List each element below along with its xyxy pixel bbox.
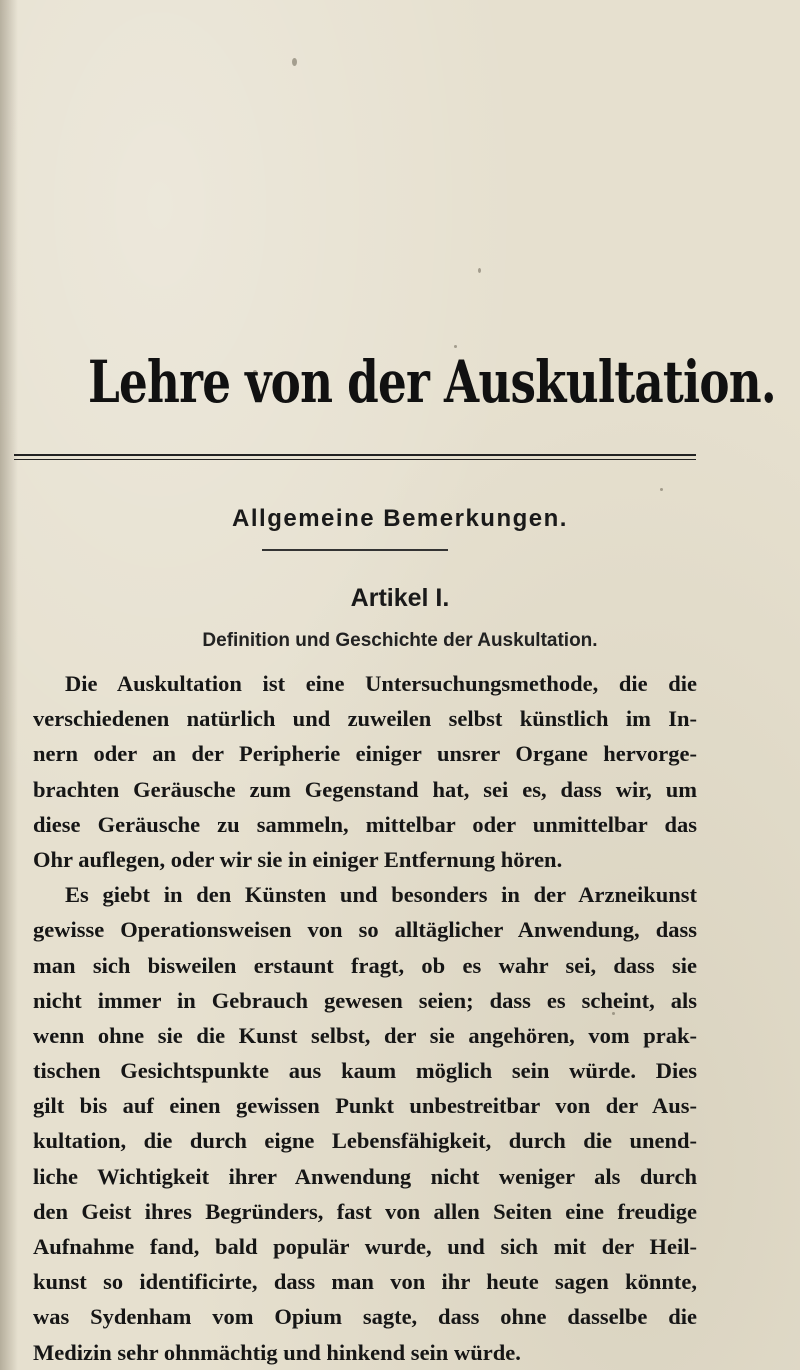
subtitle-divider: [262, 549, 448, 551]
text-line: brachten Geräusche zum Gegenstand hat, sei es, dass wir, um: [33, 776, 697, 802]
text-line: gilt bis auf einen gewissen Punkt unbestreitbar von der Aus-: [33, 1093, 697, 1119]
text-line: nicht immer in Gebrauch gewesen seien; dass es scheint, als: [33, 987, 697, 1013]
text-line: Aufnahme fand, bald populär wurde, und sich mit der Heil-: [33, 1234, 697, 1259]
text-line: den Geist ihres Begründers, fast von allen Seiten eine freudige: [33, 1198, 697, 1224]
text-line: Medizin sehr ohnmächtig und hinkend sein würde.: [33, 1339, 521, 1365]
page-title: Lehre von der Auskultation.: [88, 348, 776, 416]
title-divider: [14, 454, 696, 460]
text-line: nern oder an der Peripherie einiger unsrer Organe hervorge-: [33, 741, 697, 767]
text-line: kunst so identificirte, dass man von ihr heute sagen könnte,: [33, 1269, 697, 1295]
binding-shadow: [0, 0, 18, 1370]
text-line: verschiedenen natürlich und zuweilen selbst künstlich im In-: [33, 706, 697, 732]
text-line: Die Auskultation ist eine Untersuchungsmethode, die die: [65, 671, 697, 696]
text-line: liche Wichtigkeit ihrer Anwendung nicht weniger als durch: [33, 1163, 697, 1189]
paragraph: [33, 877, 697, 1370]
text-line: Ohr auflegen, oder wir sie in einiger Entfernung hören.: [33, 846, 563, 872]
paper-speck: [660, 488, 663, 491]
section-subtitle: Allgemeine Bemerkungen.: [232, 505, 568, 532]
text-line: Es giebt in den Künsten und besonders in der Arzneikunst: [65, 882, 697, 908]
text-line: man sich bisweilen erstaunt fragt, ob es wahr sei, dass sie: [33, 952, 697, 978]
text-line: wenn ohne sie die Kunst selbst, der sie angehören, vom prak-: [33, 1022, 697, 1048]
paragraph: [33, 666, 697, 877]
paper-speck: [292, 58, 297, 66]
article-subheading: Definition und Geschichte der Auskultation.: [202, 630, 598, 651]
text-line: tischen Gesichtspunkte aus kaum möglich sein würde. Dies: [33, 1058, 697, 1084]
text-line: gewisse Operationsweisen von so alltäglicher Anwendung, dass: [33, 917, 697, 943]
article-heading: Artikel I.: [350, 584, 450, 612]
text-line: diese Geräusche zu sammeln, mittelbar oder unmittelbar das: [33, 811, 697, 837]
text-line: was Sydenham vom Opium sagte, dass ohne dasselbe die: [33, 1304, 697, 1330]
paper-speck: [478, 268, 481, 273]
text-line: kultation, die durch eigne Lebensfähigkeit, durch die unend-: [33, 1128, 697, 1154]
body-text: [33, 666, 697, 1370]
